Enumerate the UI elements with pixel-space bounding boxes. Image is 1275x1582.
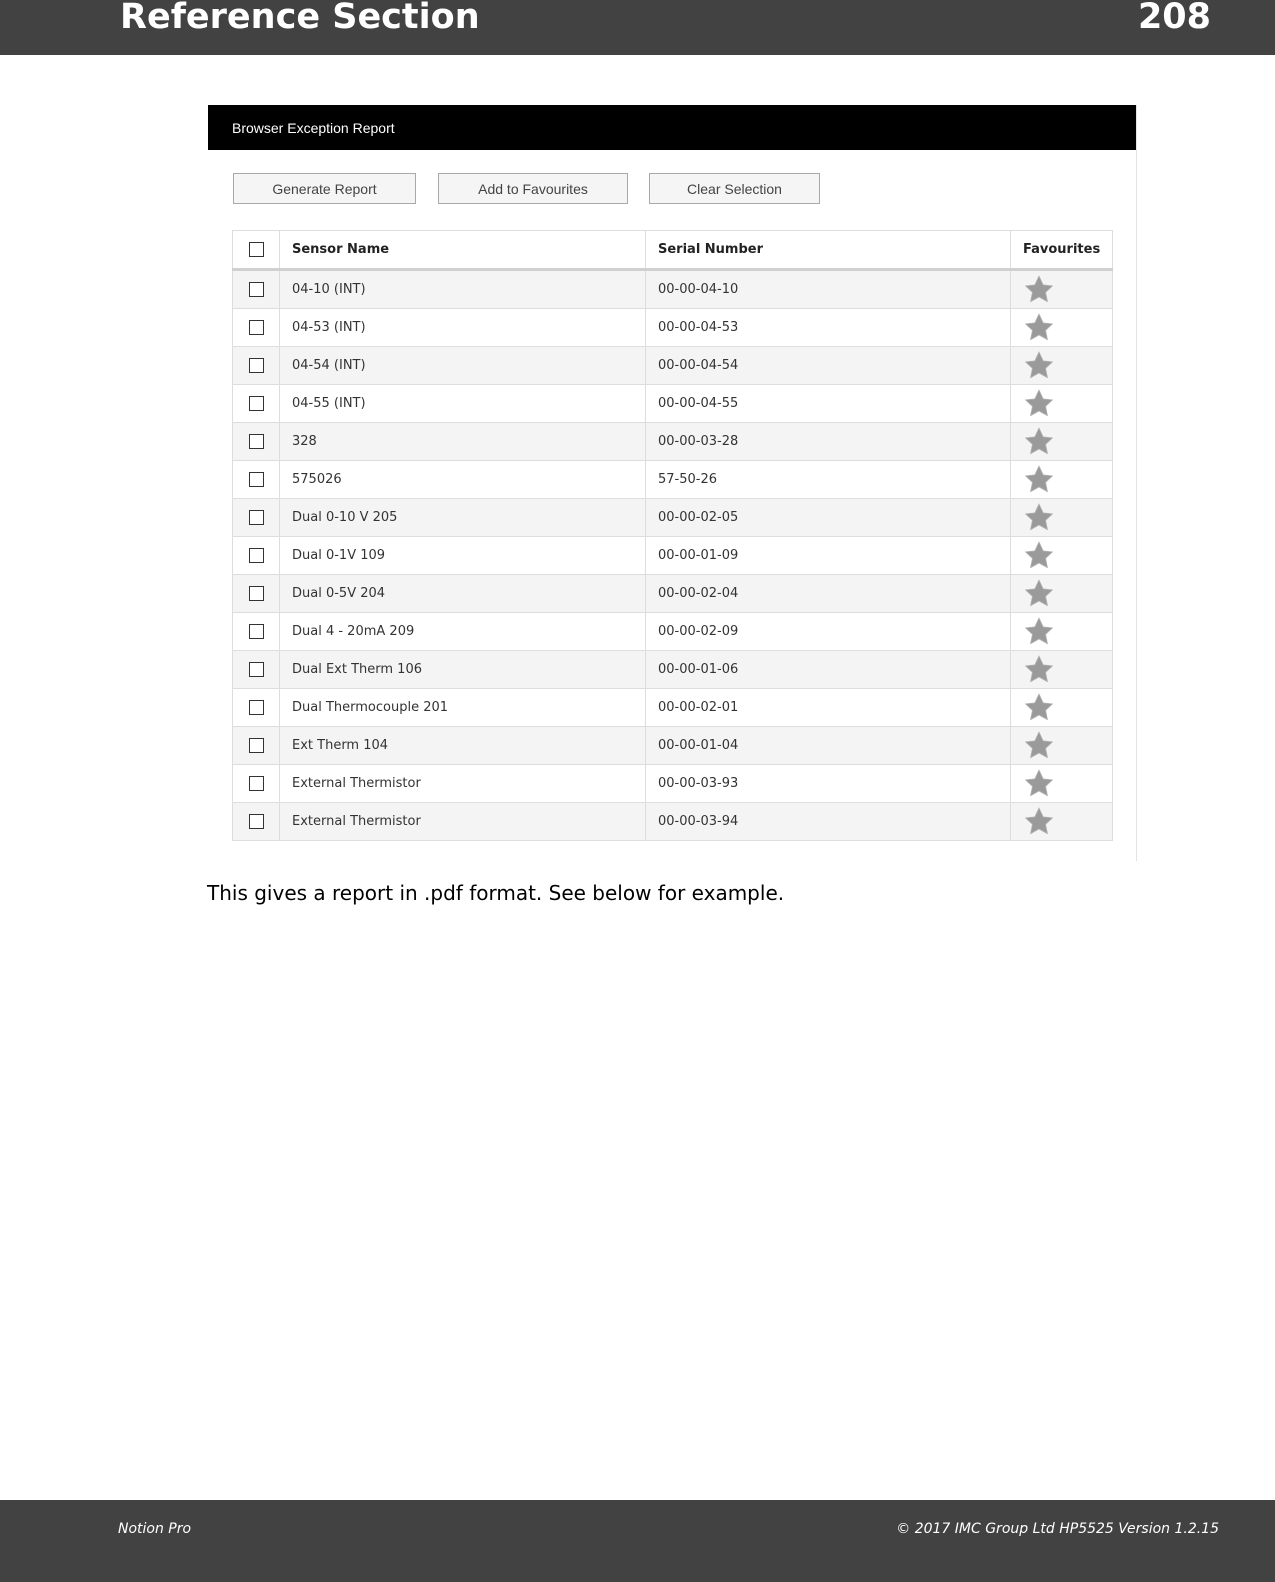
page-footer bbox=[0, 1500, 1275, 1582]
row-checkbox[interactable] bbox=[249, 662, 264, 677]
row-checkbox-cell bbox=[233, 461, 280, 499]
sensor-name-cell: Dual 0-1V 109 bbox=[280, 537, 646, 575]
row-checkbox[interactable] bbox=[249, 358, 264, 373]
table-row[interactable] bbox=[233, 765, 1113, 803]
serial-number-cell: 00-00-01-06 bbox=[646, 651, 1011, 689]
favourite-cell bbox=[1011, 347, 1113, 385]
table-row[interactable] bbox=[233, 499, 1113, 537]
section-title: Reference Section bbox=[120, 0, 480, 37]
table-row[interactable] bbox=[233, 347, 1113, 385]
star-icon[interactable] bbox=[1023, 274, 1055, 305]
star-icon[interactable] bbox=[1023, 312, 1055, 343]
column-header-sensor-name[interactable]: Sensor Name bbox=[280, 231, 646, 270]
sensor-name-cell: Dual 0-5V 204 bbox=[280, 575, 646, 613]
generate-report-button[interactable]: Generate Report bbox=[233, 173, 416, 204]
table-row[interactable] bbox=[233, 385, 1113, 423]
favourite-cell bbox=[1011, 461, 1113, 499]
sensor-name-cell: Dual 4 - 20mA 209 bbox=[280, 613, 646, 651]
add-to-favourites-button[interactable]: Add to Favourites bbox=[438, 173, 628, 204]
row-checkbox[interactable] bbox=[249, 320, 264, 335]
serial-number-cell: 00-00-02-05 bbox=[646, 499, 1011, 537]
star-icon[interactable] bbox=[1023, 616, 1055, 647]
sensor-name-cell: 575026 bbox=[280, 461, 646, 499]
serial-number-cell: 00-00-04-55 bbox=[646, 385, 1011, 423]
sensor-name-cell: External Thermistor bbox=[280, 765, 646, 803]
star-icon[interactable] bbox=[1023, 692, 1055, 723]
table-header-row bbox=[233, 231, 1113, 270]
serial-number-cell: 00-00-02-09 bbox=[646, 613, 1011, 651]
row-checkbox-cell bbox=[233, 765, 280, 803]
sensor-table bbox=[232, 230, 1113, 841]
sensor-name-cell: Ext Therm 104 bbox=[280, 727, 646, 765]
row-checkbox-cell bbox=[233, 347, 280, 385]
row-checkbox[interactable] bbox=[249, 472, 264, 487]
star-icon[interactable] bbox=[1023, 388, 1055, 419]
serial-number-cell: 00-00-03-28 bbox=[646, 423, 1011, 461]
row-checkbox-cell bbox=[233, 803, 280, 841]
sensor-name-cell: Dual 0-10 V 205 bbox=[280, 499, 646, 537]
sensor-name-cell: 04-55 (INT) bbox=[280, 385, 646, 423]
serial-number-cell: 00-00-01-04 bbox=[646, 727, 1011, 765]
favourite-cell bbox=[1011, 613, 1113, 651]
table-row[interactable] bbox=[233, 309, 1113, 347]
footer-copyright: © 2017 IMC Group Ltd HP5525 Version 1.2.15 bbox=[896, 1521, 1219, 1537]
row-checkbox[interactable] bbox=[249, 586, 264, 601]
sensor-rows bbox=[233, 270, 1113, 841]
favourite-cell bbox=[1011, 727, 1113, 765]
row-checkbox-cell bbox=[233, 537, 280, 575]
serial-number-cell: 00-00-03-93 bbox=[646, 765, 1011, 803]
page-header bbox=[0, 0, 1275, 55]
star-icon[interactable] bbox=[1023, 768, 1055, 799]
star-icon[interactable] bbox=[1023, 426, 1055, 457]
row-checkbox-cell bbox=[233, 575, 280, 613]
serial-number-cell: 00-00-03-94 bbox=[646, 803, 1011, 841]
row-checkbox[interactable] bbox=[249, 548, 264, 563]
report-window bbox=[208, 105, 1137, 861]
row-checkbox[interactable] bbox=[249, 282, 264, 297]
favourite-cell bbox=[1011, 651, 1113, 689]
table-row[interactable] bbox=[233, 423, 1113, 461]
serial-number-cell: 00-00-04-54 bbox=[646, 347, 1011, 385]
serial-number-cell: 00-00-01-09 bbox=[646, 537, 1011, 575]
select-all-checkbox[interactable] bbox=[249, 242, 264, 257]
page-number: 208 bbox=[1137, 0, 1211, 37]
footer-product: Notion Pro bbox=[118, 1521, 192, 1537]
column-header-favourites[interactable]: Favourites bbox=[1011, 231, 1113, 270]
star-icon[interactable] bbox=[1023, 540, 1055, 571]
serial-number-cell: 57-50-26 bbox=[646, 461, 1011, 499]
favourite-cell bbox=[1011, 499, 1113, 537]
sensor-name-cell: 328 bbox=[280, 423, 646, 461]
sensor-name-cell: 04-10 (INT) bbox=[280, 270, 646, 309]
star-icon[interactable] bbox=[1023, 654, 1055, 685]
row-checkbox[interactable] bbox=[249, 776, 264, 791]
table-row[interactable] bbox=[233, 461, 1113, 499]
row-checkbox[interactable] bbox=[249, 396, 264, 411]
favourite-cell bbox=[1011, 423, 1113, 461]
favourite-cell bbox=[1011, 803, 1113, 841]
serial-number-cell: 00-00-04-53 bbox=[646, 309, 1011, 347]
favourite-cell bbox=[1011, 689, 1113, 727]
row-checkbox-cell bbox=[233, 689, 280, 727]
star-icon[interactable] bbox=[1023, 502, 1055, 533]
star-icon[interactable] bbox=[1023, 730, 1055, 761]
table-row[interactable] bbox=[233, 689, 1113, 727]
table-row[interactable] bbox=[233, 727, 1113, 765]
table-row[interactable] bbox=[233, 575, 1113, 613]
row-checkbox-cell bbox=[233, 309, 280, 347]
favourite-cell bbox=[1011, 385, 1113, 423]
row-checkbox-cell bbox=[233, 727, 280, 765]
serial-number-cell: 00-00-02-04 bbox=[646, 575, 1011, 613]
star-icon[interactable] bbox=[1023, 806, 1055, 837]
row-checkbox-cell bbox=[233, 270, 280, 309]
favourite-cell bbox=[1011, 765, 1113, 803]
sensor-name-cell: External Thermistor bbox=[280, 803, 646, 841]
row-checkbox[interactable] bbox=[249, 700, 264, 715]
row-checkbox[interactable] bbox=[249, 814, 264, 829]
sensor-name-cell: Dual Ext Therm 106 bbox=[280, 651, 646, 689]
sensor-name-cell: 04-54 (INT) bbox=[280, 347, 646, 385]
star-icon[interactable] bbox=[1023, 350, 1055, 381]
row-checkbox[interactable] bbox=[249, 510, 264, 525]
row-checkbox-cell bbox=[233, 613, 280, 651]
window-title: Browser Exception Report bbox=[232, 120, 395, 136]
sensor-name-cell: 04-53 (INT) bbox=[280, 309, 646, 347]
row-checkbox-cell bbox=[233, 499, 280, 537]
table-row[interactable] bbox=[233, 270, 1113, 309]
star-icon[interactable] bbox=[1023, 578, 1055, 609]
row-checkbox-cell bbox=[233, 385, 280, 423]
clear-selection-button[interactable]: Clear Selection bbox=[649, 173, 820, 204]
caption-text: This gives a report in .pdf format. See below for example. bbox=[207, 881, 785, 905]
table-row[interactable] bbox=[233, 537, 1113, 575]
table-row[interactable] bbox=[233, 651, 1113, 689]
table-row[interactable] bbox=[233, 613, 1113, 651]
favourite-cell bbox=[1011, 309, 1113, 347]
row-checkbox[interactable] bbox=[249, 434, 264, 449]
favourite-cell bbox=[1011, 537, 1113, 575]
row-checkbox-cell bbox=[233, 423, 280, 461]
row-checkbox[interactable] bbox=[249, 624, 264, 639]
select-all-cell bbox=[233, 231, 280, 270]
sensor-name-cell: Dual Thermocouple 201 bbox=[280, 689, 646, 727]
favourite-cell bbox=[1011, 575, 1113, 613]
row-checkbox-cell bbox=[233, 651, 280, 689]
window-titlebar bbox=[208, 105, 1136, 150]
serial-number-cell: 00-00-02-01 bbox=[646, 689, 1011, 727]
star-icon[interactable] bbox=[1023, 464, 1055, 495]
serial-number-cell: 00-00-04-10 bbox=[646, 270, 1011, 309]
table-row[interactable] bbox=[233, 803, 1113, 841]
column-header-serial-number[interactable]: Serial Number bbox=[646, 231, 1011, 270]
row-checkbox[interactable] bbox=[249, 738, 264, 753]
favourite-cell bbox=[1011, 270, 1113, 309]
